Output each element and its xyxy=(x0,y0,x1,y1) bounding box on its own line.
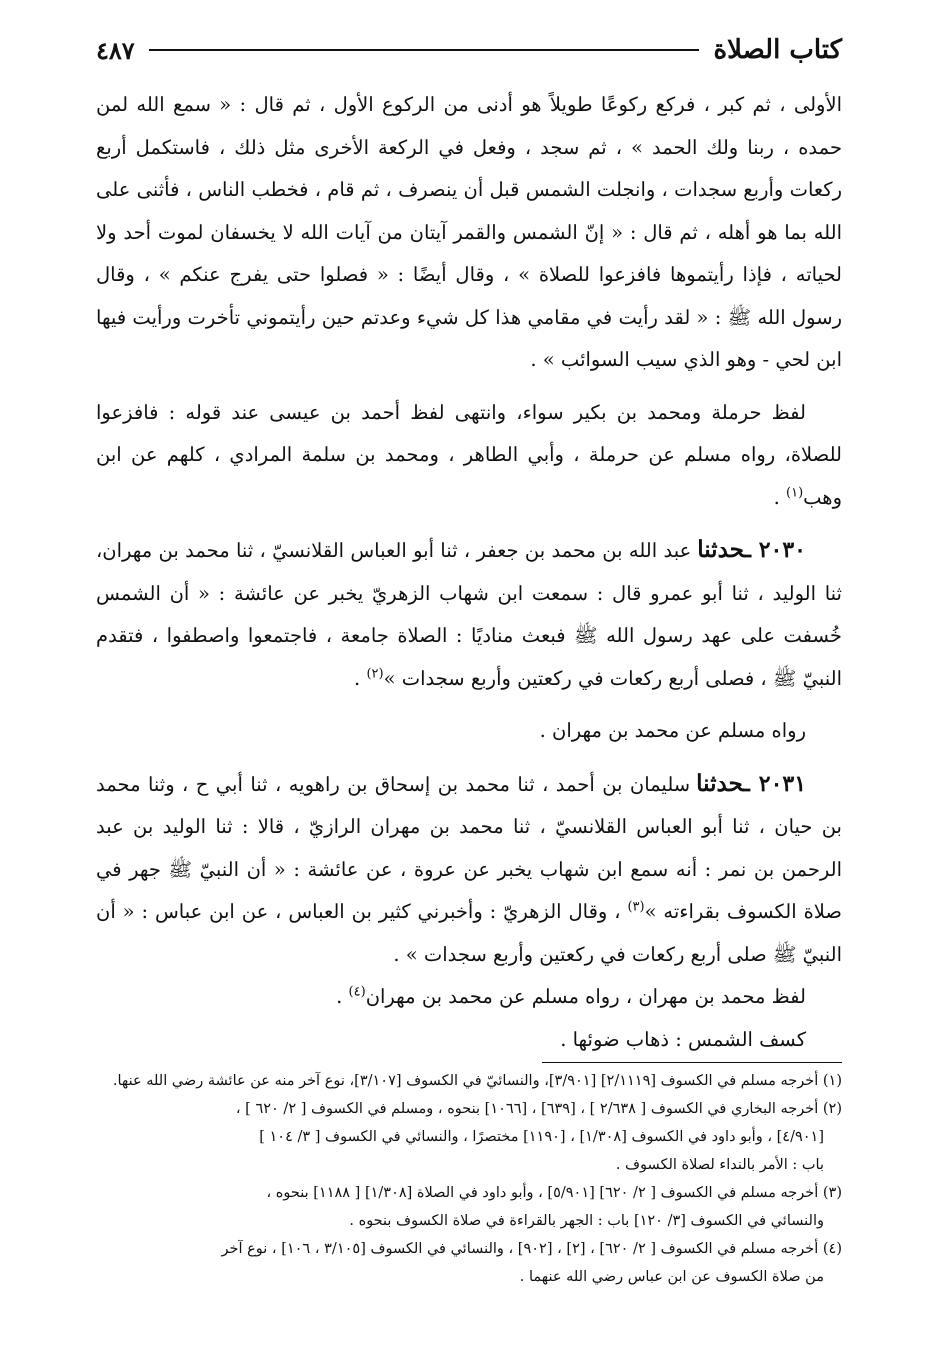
hadith-2031 xyxy=(96,763,842,977)
hadith-number: ٢٠٣٠ ـ xyxy=(744,537,806,563)
footnote-4: (٤) أخرجه مسلم في الكسوف [ ٢/ ٦٢٠] ، [٢] ، [٩٠٢] ، والنسائي في الكسوف [٣/١٠٥ ، ١٠٦] ، نوع آخر xyxy=(221,1241,842,1257)
footnote-2-line-3: باب : الأمر بالنداء لصلاة الكسوف . xyxy=(615,1157,824,1173)
commentary-text: لفظ محمد بن مهران ، رواه مسلم عن محمد بن مهران xyxy=(365,985,806,1008)
hadith-text: عبد الله بن محمد بن جعفر ، ثنا أبو العباس القلانسيّ ، ثنا محمد بن مهران، ثنا الوليد ، ثنا أبو عمرو قال : سمعت ابن شهاب الزهريّ يخبر عن عائشة : « أن الشمس خُسفت على عهد رسول الله ﷺ فبعث مناديًا : الصلاة جامعة ، فاجتمعوا واصطفوا ، فتقدم النبيّ ﷺ ، فصلى أربع ركعات في ركعتين وأربع سجدات » xyxy=(96,539,842,690)
footnote-ref-4[interactable]: (٤) xyxy=(348,984,366,1000)
haddathana-word: حدثنا xyxy=(697,536,745,563)
footnote-ref-1[interactable]: (١) xyxy=(786,485,804,500)
paragraph-continuation: الأولى ، ثم كبر ، فركع ركوعًا طويلاً هو أدنى من الركوع الأول ، ثم قال : « سمع الله لمن حمده ، ربنا ولك الحمد » ، ثم سجد ، وفعل في الركعة الأخرى مثل ذلك ، فاستكمل أربع ركعات وأربع سجدات ، وانجلت الشمس قبل أن ينصرف ، ثم قام ، فخطب الناس ، فأثنى على الله بما هو أهله ، ثم قال : « إنّ الشمس والقمر آيتان من آيات الله لا يخسفان لموت أحد ولا لحياته ، فإذا رأيتموها فافزعوا للصلاة » ، وقال أيضًا : « فصلوا حتى يفرج عنكم » ، وقال رسول الله ﷺ : « لقد رأيت في مقامي هذا كل شيء وعدتم حين رأيتموني تأخرت ورأيت فيها ابن لحي - وهو الذي سيب السوائب » . xyxy=(96,93,842,371)
footnote-3: (٣) أخرجه مسلم في الكسوف [ ٢/ ٦٢٠] [٥/٩٠١] ، وأبو داود في الصلاة [١/٣٠٨] [ ١١٨٨] بنحوه ، xyxy=(266,1185,842,1201)
footnote-separator xyxy=(542,1062,842,1063)
paragraph-commentary-2: رواه مسلم عن محمد بن مهران . xyxy=(539,719,806,742)
footnote-3-line-2: والنسائي في الكسوف [٣/ ١٢٠] باب : الجهر بالقراءة في صلاة الكسوف بنحوه . xyxy=(349,1213,824,1229)
haddathana-word: حدثنا xyxy=(696,769,744,797)
period: . xyxy=(354,666,367,690)
header-rule xyxy=(149,49,700,51)
commentary-text: لفظ حرملة ومحمد بن بكير سواء، وانتهى لفظ أحمد بن عيسى عند قوله : فافزعوا للصلاة، رواه مسلم عن حرملة ، وأبي الطاهر ، ومحمد بن سلمة المرادي ، كلهم عن ابن وهب xyxy=(96,400,842,509)
footnote-2: (٢) أخرجه البخاري في الكسوف [ ٢/٦٣٨ ] ، [٦٣٩] ، [١٠٦٦] بنحوه ، ومسلم في الكسوف [ ٢/ ٦٢٠ ] ، xyxy=(235,1101,842,1117)
period: . xyxy=(336,985,349,1008)
footnotes xyxy=(96,1062,842,1291)
footnote-2-line-2: [٤/٩٠١] ، وأبو داود في الكسوف [١/٣٠٨] ، [١١٩٠] مختصرًا ، والنسائي في الكسوف [ ٣/ ١٠٤ ] xyxy=(259,1129,824,1145)
hadith-text: سليمان بن أحمد ، ثنا محمد بن إسحاق بن راهويه ، ثنا أبي ح ، وثنا محمد بن حيان ، ثنا أبو العباس القلانسيّ ، ثنا محمد بن مهران الرازيّ ، قالا : ثنا الوليد بن عبد الرحمن بن نمر : أنه سمع ابن شهاب يخبر عن عروة ، عن عائشة : « أن النبيّ ﷺ جهر في صلاة الكسوف بقراءته » xyxy=(96,772,842,923)
hadith-text-continued: ، وقال الزهريّ : وأخبرني كثير بن العباس ، عن ابن عباس : « أن النبيّ ﷺ صلى أربع ركعات في ركعتين وأربع سجدات » . xyxy=(96,900,842,966)
footnote-ref-2[interactable]: (٢) xyxy=(366,666,384,681)
period: . xyxy=(773,485,786,509)
paragraph-commentary-3 xyxy=(96,976,842,1019)
hadith-2030 xyxy=(96,529,842,700)
paragraph-gloss: كسف الشمس : ذهاب ضوئها . xyxy=(560,1027,806,1051)
main-text xyxy=(96,84,842,1061)
hadith-number: ٢٠٣١ ـ xyxy=(743,770,807,797)
footnote-4-line-2: من صلاة الكسوف عن ابن عباس رضي الله عنهما . xyxy=(519,1269,824,1285)
footnote-ref-3[interactable]: (٣) xyxy=(627,899,645,915)
page-number: ٤٨٧ xyxy=(96,35,135,65)
paragraph-commentary-1 xyxy=(96,392,842,520)
chapter-title: كتاب الصلاة xyxy=(713,35,842,65)
running-header xyxy=(96,28,842,72)
footnote-1: (١) أخرجه مسلم في الكسوف [٢/١١١٩] [٣/٩٠١]، والنسائيّ في الكسوف [٣/١٠٧]، نوع آخر منه عن عائشة رضي الله عنها. xyxy=(112,1073,842,1089)
